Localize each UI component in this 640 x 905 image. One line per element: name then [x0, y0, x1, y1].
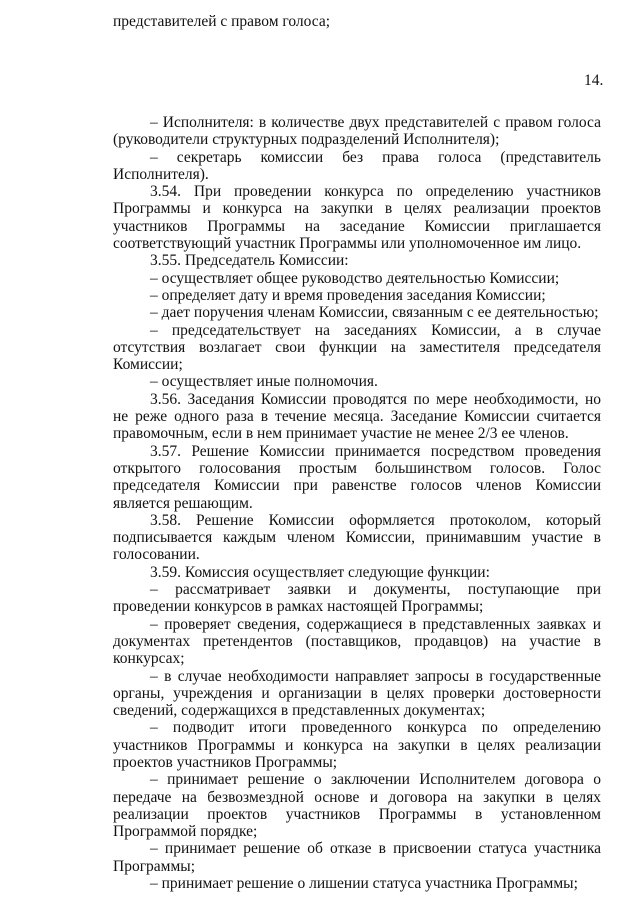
paragraph-3-59: 3.59. Комиссия осуществляет следующие функции: — [150, 563, 490, 581]
list-item-meeting-date: – определяет дату и время проведения заседания Комиссии; — [150, 286, 546, 304]
list-item-sums-up-results: – подводит итоги проведенного конкурса по определению участников Программы и конкурса на закупки в целях реализации проектов участников Программы; — [113, 719, 601, 771]
paragraph-executor-reps: – Исполнителя: в количестве двух представителей с правом голоса (руководители структурных подразделений Исполнителя); — [113, 114, 601, 149]
list-item-reviews-applications: – рассматривает заявки и документы, поступающие при проведении конкурсов в рамках настоящей Программы; — [113, 581, 601, 616]
paragraph-3-57: 3.57. Решение Комиссии принимается посредством проведения открытого голосования простым большинством голосов. Голос председателя Комиссии при равенстве голосов членов Комиссии является решающим. — [113, 442, 601, 512]
paragraph-3-58: 3.58. Решение Комиссии оформляется протоколом, который подписывается каждым членом Комиссии, принимавшим участие в голосовании. — [113, 511, 601, 564]
list-item-chairs-meetings: – председательствует на заседаниях Комиссии, а в случае отсутствия возлагает свои функции на заместителя председателя Комиссии; — [113, 321, 601, 374]
list-item-checks-information: – проверяет сведения, содержащиеся в представленных заявках и документах претендентов (поставщиков, продавцов) на участие в конкурсах; — [113, 615, 601, 668]
list-item-other-powers: – осуществляет иные полномочия. — [150, 373, 378, 391]
page-number: 14. — [584, 72, 604, 89]
paragraph-secretary: – секретарь комиссии без права голоса (представитель Исполнителя). — [113, 148, 601, 183]
paragraph-3-54: 3.54. При проведении конкурса по определению участников Программы и конкурса на закупки в целях реализации проектов участников Программы на заседание Комиссии приглашается соответствующий участник Программы или уполномоченное им лицо. — [113, 183, 601, 253]
list-item-revocation-decision: – принимает решение о лишении статуса участника Программы; — [150, 875, 578, 893]
top-line-text: представителей с правом голоса; — [113, 13, 331, 30]
paragraph-3-55: 3.55. Председатель Комиссии: — [150, 252, 349, 270]
list-item-instructions: – дает поручения членам Комиссии, связанным с ее деятельностью; — [150, 304, 599, 322]
page-bottom-edge — [0, 897, 640, 905]
list-item-sends-requests: – в случае необходимости направляет запросы в государственные органы, учреждения и организации в целях проверки достоверности сведений, содержащихся в представленных документах; — [113, 667, 601, 720]
list-item-general-management: – осуществляет общее руководство деятельностью Комиссии; — [150, 269, 560, 287]
body-text — [113, 114, 601, 892]
list-item-contract-decision: – принимает решение о заключении Исполнителем договора о передаче на безвозмездной основе и договора на закупки в целях реализации проектов участников Программы в установленном Программой порядке; — [113, 771, 601, 841]
list-item-refusal-decision: – принимает решение об отказе в присвоении статуса участника Программы; — [113, 840, 601, 875]
paragraph-3-56: 3.56. Заседания Комиссии проводятся по мере необходимости, но не реже одного раза в течение месяца. Заседание Комиссии считается правомочным, если в нем принимает участие не менее 2/3 ее членов. — [113, 390, 601, 443]
